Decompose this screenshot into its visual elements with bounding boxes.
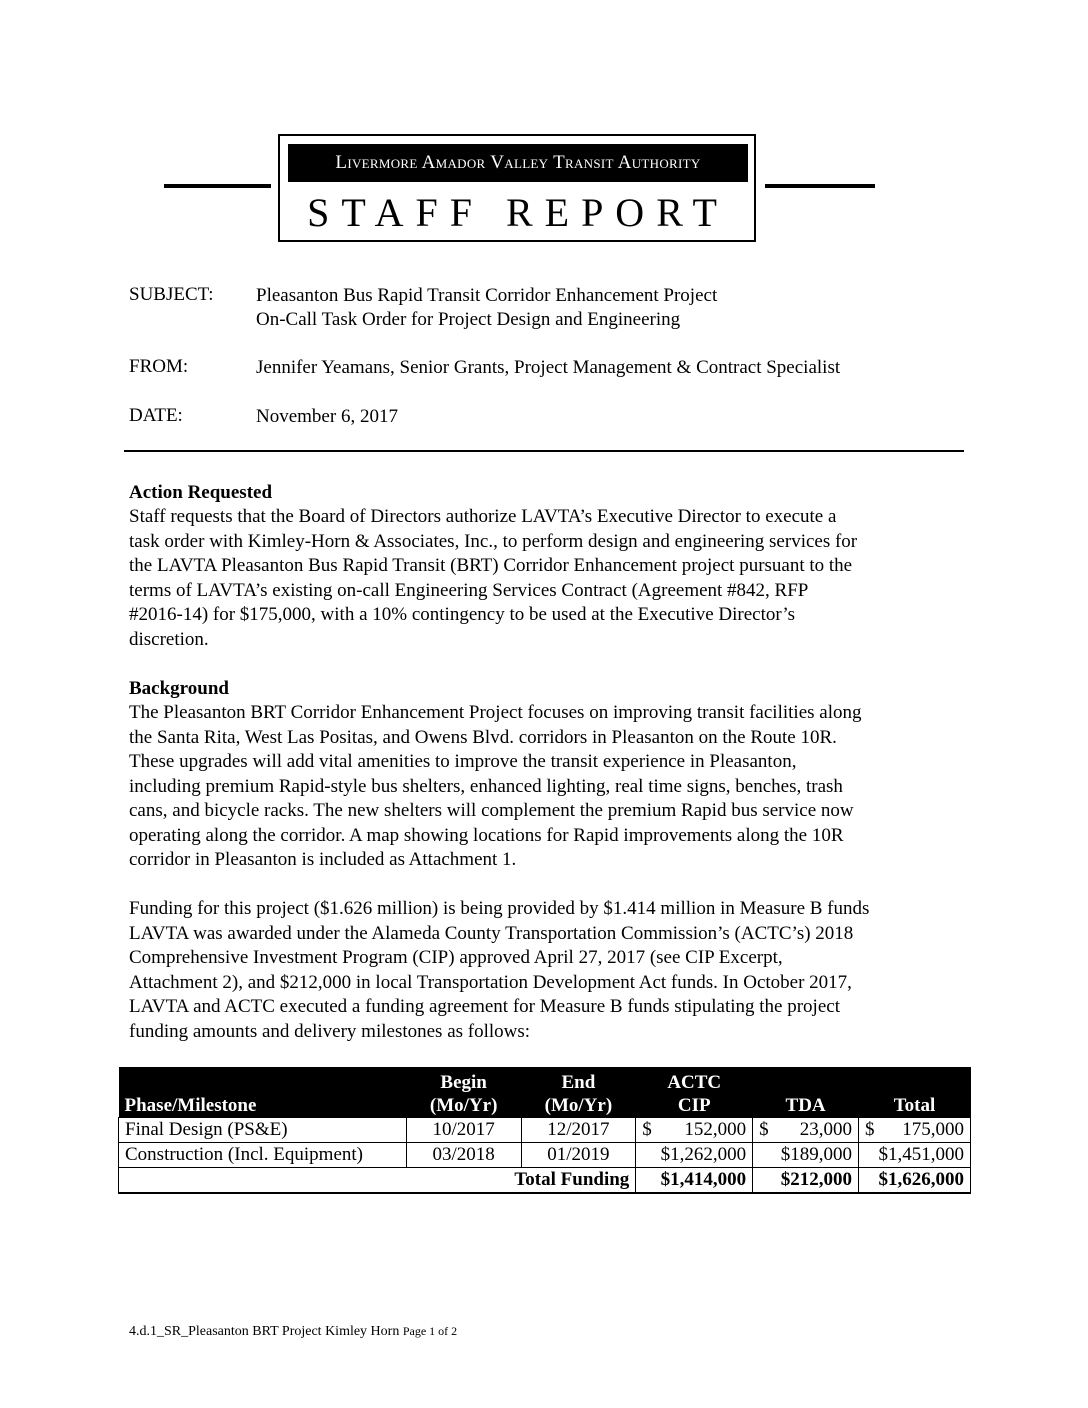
header-divider xyxy=(124,450,964,452)
background-line: operating along the corridor. A map showing locations for Rapid improvements along the 10R xyxy=(129,824,844,846)
funding-line: LAVTA and ACTC executed a funding agreement for Measure B funds stipulating the project xyxy=(129,996,840,1017)
background-line: including premium Rapid-style bus shelters, enhanced lighting, real time signs, benches, trash xyxy=(129,775,843,797)
report-title: STAFF REPORT xyxy=(307,190,729,235)
masthead-right-rule xyxy=(765,184,875,188)
cell-end: 01/2019 xyxy=(521,1143,636,1168)
subject-label: SUBJECT: xyxy=(129,284,214,305)
funding-line: Attachment 2), and $212,000 in local Transportation Development Act funds. In October 2017, xyxy=(129,971,852,993)
background-paragraph xyxy=(129,701,971,873)
total-label: Total Funding xyxy=(119,1168,636,1194)
funding-line: Funding for this project ($1.626 million) is being provided by $1.414 million in Measure B funds xyxy=(129,898,870,919)
total-actc: $1,414,000 xyxy=(636,1168,753,1194)
total-tda: $212,000 xyxy=(753,1168,859,1194)
cell-actc: $1,262,000 xyxy=(636,1143,753,1168)
table-row xyxy=(119,1143,971,1168)
total-total: $1,626,000 xyxy=(859,1168,971,1194)
action-line: discretion. xyxy=(129,628,209,650)
action-line: Staff requests that the Board of Directors authorize LAVTA’s Executive Director to execute a xyxy=(129,506,837,527)
footer-page-number: Page 1 of 2 xyxy=(402,1324,458,1338)
cell-phase: Construction (Incl. Equipment) xyxy=(119,1143,407,1168)
table-header-row xyxy=(119,1067,971,1118)
cell-phase: Final Design (PS&E) xyxy=(119,1118,407,1143)
cell-begin: 10/2017 xyxy=(406,1118,521,1143)
background-line: These upgrades will add vital amenities to improve the transit experience in Pleasanton, xyxy=(129,751,797,772)
col-header-total: Total xyxy=(859,1067,971,1118)
action-heading: Action Requested xyxy=(129,482,273,503)
funding-line: Comprehensive Investment Program (CIP) approved April 27, 2017 (see CIP Excerpt, xyxy=(129,947,783,968)
funding-paragraph xyxy=(129,897,971,1044)
funding-line: LAVTA was awarded under the Alameda County Transportation Commission’s (ACTC’s) 2018 xyxy=(129,922,854,944)
col-header-actc: ACTC CIP xyxy=(636,1067,753,1118)
action-line: #2016-14) for $175,000, with a 10% contingency to be used at the Executive Director’s xyxy=(129,604,796,625)
date-value: November 6, 2017 xyxy=(256,406,398,427)
cell-begin: 03/2018 xyxy=(406,1143,521,1168)
cell-actc: $ 152,000 xyxy=(636,1118,753,1143)
cell-tda: $189,000 xyxy=(753,1143,859,1168)
background-heading: Background xyxy=(129,678,229,699)
funding-line: funding amounts and delivery milestones as follows: xyxy=(129,1020,531,1042)
action-line: the LAVTA Pleasanton Bus Rapid Transit (BRT) Corridor Enhancement project pursuant to the xyxy=(129,555,853,576)
action-line: terms of LAVTA’s existing on-call Engineering Services Contract (Agreement #842, RFP xyxy=(129,579,809,601)
date-label: DATE: xyxy=(129,405,183,426)
subject-line-1: Pleasanton Bus Rapid Transit Corridor Enhancement Project xyxy=(256,285,718,306)
background-line: cans, and bicycle racks. The new shelters will complement the premium Rapid bus service now xyxy=(129,800,854,821)
background-line: The Pleasanton BRT Corridor Enhancement Project focuses on improving transit facilities along xyxy=(129,702,862,723)
table-row xyxy=(119,1118,971,1143)
action-paragraph xyxy=(129,505,971,652)
col-header-tda: TDA xyxy=(753,1067,859,1118)
funding-table xyxy=(118,1067,971,1194)
cell-total: $ 175,000 xyxy=(859,1118,971,1143)
from-label: FROM: xyxy=(129,356,189,377)
cell-tda: $ 23,000 xyxy=(753,1118,859,1143)
action-line: task order with Kimley-Horn & Associates, Inc., to perform design and engineering services for xyxy=(129,530,858,552)
page-footer xyxy=(129,1324,457,1340)
col-header-phase: Phase/Milestone xyxy=(119,1067,407,1118)
col-header-end: End (Mo/Yr) xyxy=(521,1067,636,1118)
masthead-left-rule xyxy=(164,184,271,188)
subject-value xyxy=(256,284,717,332)
subject-line-2: On-Call Task Order for Project Design and Engineering xyxy=(256,309,681,330)
cell-total: $1,451,000 xyxy=(859,1143,971,1168)
background-line: the Santa Rita, West Las Positas, and Owens Blvd. corridors in Pleasanton on the Route 10R. xyxy=(129,726,837,748)
background-line: corridor in Pleasanton is included as Attachment 1. xyxy=(129,849,517,870)
col-header-begin: Begin (Mo/Yr) xyxy=(406,1067,521,1118)
footer-doc-name: 4.d.1_SR_Pleasanton BRT Project Kimley Horn xyxy=(129,1324,400,1339)
total-row xyxy=(119,1168,971,1194)
from-value: Jennifer Yeamans, Senior Grants, Project Management & Contract Specialist xyxy=(256,357,841,378)
org-name: Livermore Amador Valley Transit Authority xyxy=(288,144,748,182)
cell-end: 12/2017 xyxy=(521,1118,636,1143)
